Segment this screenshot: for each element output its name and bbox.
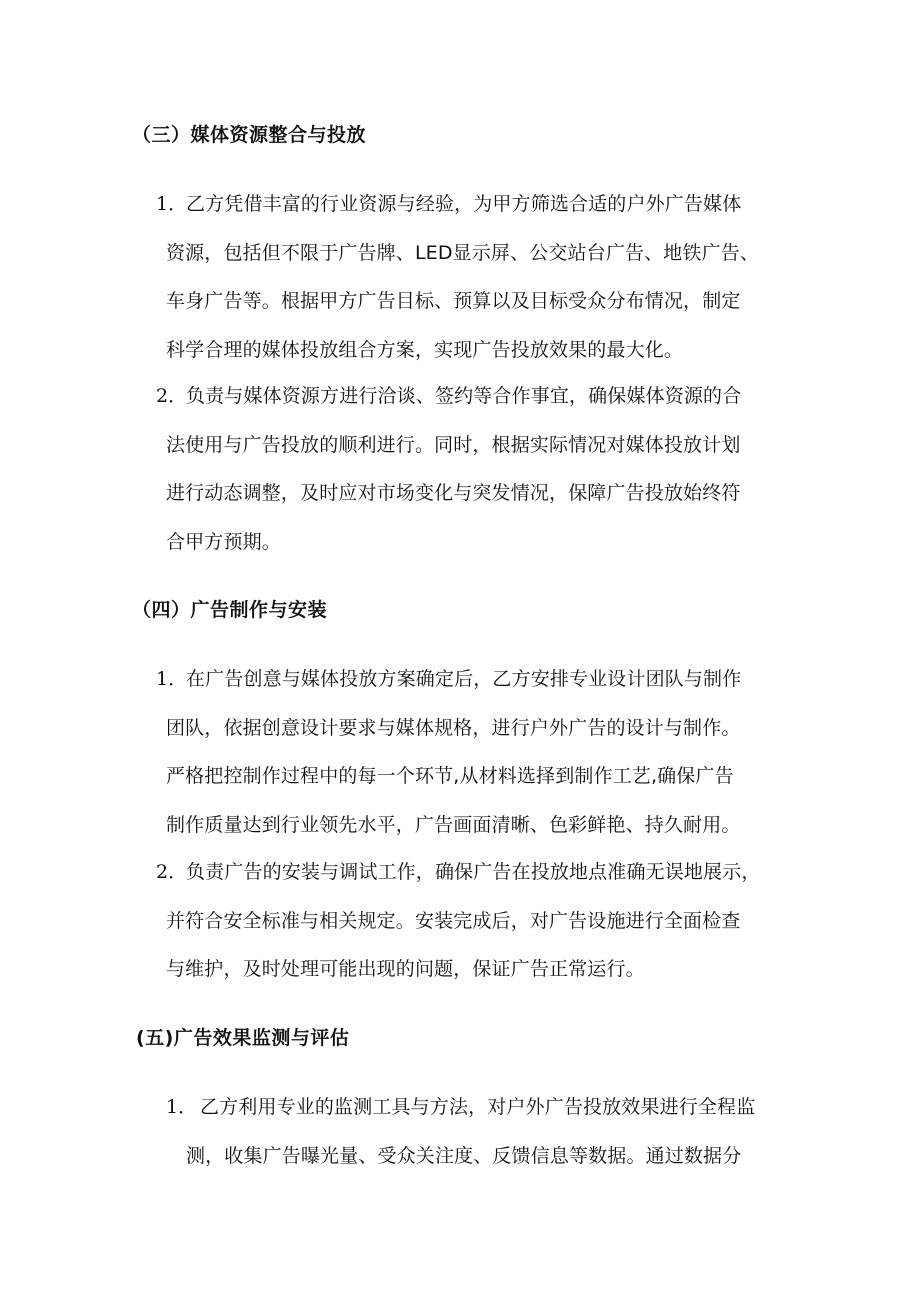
item-paragraph-continued: [166, 704, 741, 850]
paragraph-line: 乙方凭借丰富的行业资源与经验，为甲方筛选合适的户外广告媒体: [186, 193, 742, 215]
item-number: 1．: [156, 193, 188, 215]
paragraph-line: 合甲方预期。: [166, 530, 281, 553]
paragraph-line: 负责广告的安装与调试工作，确保广告在投放地点准确无误地展示，: [186, 861, 761, 883]
item-paragraph-continued: [186, 1132, 741, 1181]
paragraph-line: 乙方利用专业的监测工具与方法，对户外广告投放效果进行全程监: [200, 1096, 756, 1118]
paragraph-line: 在广告创意与媒体投放方案确定后，乙方安排专业设计团队与制作: [186, 668, 742, 690]
paragraph-line: 制作质量达到行业领先水平，广告画面清晰、色彩鲜艳、持久耐用。: [166, 813, 741, 836]
paragraph-line: 与维护，及时处理可能出现的问题，保证广告正常运行。: [166, 958, 645, 980]
item-paragraph-continued: [166, 421, 741, 567]
item-paragraph: [200, 1083, 755, 1132]
section-heading-4: （四）广告制作与安装: [132, 599, 328, 621]
paragraph-line: 法使用与广告投放的顺利进行。同时，根据实际情况对媒体投放计划: [166, 433, 741, 456]
item-paragraph-continued: [166, 229, 759, 375]
section-heading-3: （三）媒体资源整合与投放: [132, 124, 367, 146]
paragraph-line: 测，收集广告曝光量、受众关注度、反馈信息等数据。通过数据分: [186, 1144, 742, 1167]
paragraph-line: 进行动态调整，及时应对市场变化与突发情况，保障广告投放始终符: [166, 482, 741, 504]
paragraph-line: 负责与媒体资源方进行洽谈、签约等合作事宜，确保媒体资源的合: [186, 385, 742, 407]
item-paragraph-continued: [166, 897, 741, 994]
item-paragraph: [186, 372, 741, 421]
paragraph-line: 团队，依据创意设计要求与媒体规格，进行户外广告的设计与制作。: [166, 716, 741, 739]
item-number: 2．: [156, 861, 188, 883]
item-number: 2．: [156, 385, 188, 407]
section-heading-5: (五)广告效果监测与评估: [136, 1027, 350, 1049]
paragraph-line: 并符合安全标准与相关规定。安装完成后，对广告设施进行全面检查: [166, 909, 741, 932]
paragraph-line: 车身广告等。根据甲方广告目标、预算以及目标受众分布情况，制定: [166, 290, 741, 312]
paragraph-line: 严格把控制作过程中的每一个环节,从材料选择到制作工艺,确保广告: [166, 765, 734, 787]
paragraph-line: 科学合理的媒体投放组合方案，实现广告投放效果的最大化。: [166, 338, 684, 361]
item-number: 1．: [166, 1096, 198, 1118]
paragraph-line: 资源，包括但不限于广告牌、LED显示屏、公交站台广告、地铁广告、: [166, 241, 760, 264]
item-paragraph: [186, 655, 741, 704]
item-number: 1．: [156, 668, 188, 690]
item-paragraph: [186, 848, 761, 897]
item-paragraph: [186, 180, 741, 229]
